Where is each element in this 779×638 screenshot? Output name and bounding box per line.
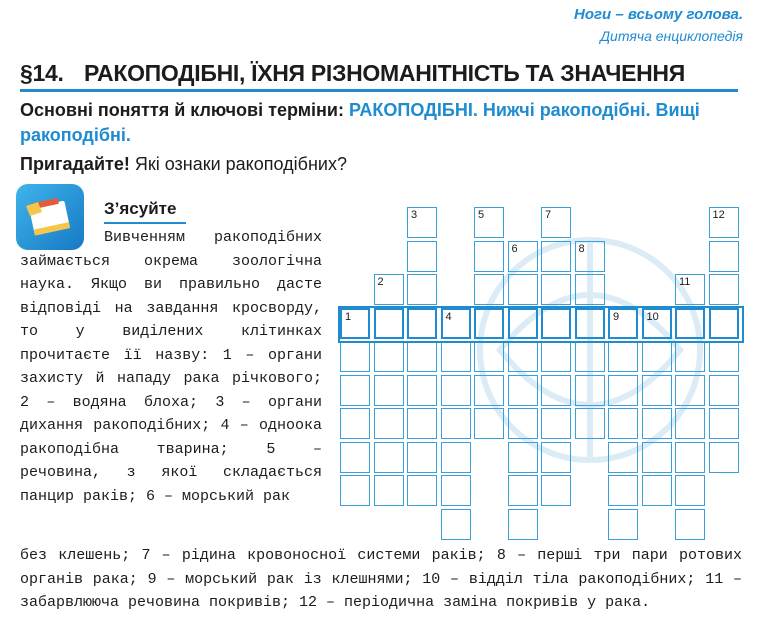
crossword-cell[interactable]: [642, 375, 672, 406]
crossword-clue-number: 3: [411, 209, 418, 221]
crossword-cell[interactable]: [541, 341, 571, 372]
crossword-cell[interactable]: [541, 241, 571, 272]
crossword-clue-number: 11: [679, 276, 691, 288]
crossword-cell[interactable]: [508, 475, 538, 506]
crossword-cell[interactable]: [407, 408, 437, 439]
clarify-underline: [104, 222, 186, 224]
section-heading: [20, 58, 738, 92]
crossword-cell[interactable]: [575, 241, 605, 272]
crossword-cell[interactable]: [709, 442, 739, 473]
crossword-cell[interactable]: [575, 341, 605, 372]
crossword-cell[interactable]: [608, 341, 638, 372]
crossword-cell[interactable]: [474, 408, 504, 439]
crossword-cell[interactable]: [642, 341, 672, 372]
crossword-cell[interactable]: [407, 241, 437, 272]
crossword-cell[interactable]: [374, 475, 404, 506]
crossword-cell[interactable]: [541, 475, 571, 506]
crossword-clue-number: 9: [613, 310, 620, 323]
recall-question: Які ознаки ракоподібних?: [134, 154, 347, 174]
crossword-cell[interactable]: [508, 509, 538, 540]
crossword-cell[interactable]: [675, 408, 705, 439]
crossword-cell[interactable]: [675, 375, 705, 406]
crossword-clue-number: 12: [712, 209, 725, 221]
crossword-cell[interactable]: [340, 375, 370, 406]
crossword-cell[interactable]: [441, 341, 471, 372]
crossword-cell[interactable]: [474, 241, 504, 272]
crossword-cell[interactable]: [474, 341, 504, 372]
crossword-cell[interactable]: [541, 408, 571, 439]
crossword-cell[interactable]: [541, 375, 571, 406]
crossword-cell[interactable]: [407, 341, 437, 372]
crossword-cell[interactable]: [407, 207, 437, 238]
crossword-cell[interactable]: [508, 241, 538, 272]
crossword-clue-number: 2: [377, 276, 384, 288]
crossword-cell[interactable]: [508, 408, 538, 439]
crossword-cell[interactable]: [541, 274, 571, 305]
crossword-cell[interactable]: [608, 375, 638, 406]
crossword-cell[interactable]: [508, 375, 538, 406]
crossword-cell[interactable]: [575, 375, 605, 406]
crossword-cell[interactable]: [608, 475, 638, 506]
epigraph-quote: Ноги – всьому голова.: [573, 6, 743, 23]
crossword-cell[interactable]: [541, 207, 571, 238]
crossword-cell[interactable]: [374, 274, 404, 305]
key-terms-values: РАКОПОДІБНІ. Нижчі ракоподібні. Вищі ракоподібні.: [20, 100, 700, 145]
crossword-cell[interactable]: [709, 207, 739, 238]
section-title: РАКОПОДІБНІ, ЇХНЯ РІЗНОМАНІТНІСТЬ ТА ЗНАЧЕННЯ: [84, 60, 685, 86]
crossword-cell[interactable]: [642, 408, 672, 439]
recall-prompt: [20, 154, 347, 175]
crossword-instructions: Вивченням ракоподібних займається окрема зоологічна наука. Якщо ви правильно дасте відповіді на завдання кросворду, то у виділених клітинках прочитаєте її назву: 1 – органи захисту й нападу рака річкового; 2 – водяна блоха; 3 – органи дихання ракоподібних; 4 – одноока ракоподібна тварина; 5 – речовина, з якої складається панцир раків; 6 – морський рак: [20, 229, 322, 505]
crossword-cell[interactable]: [608, 509, 638, 540]
crossword-cell[interactable]: [407, 475, 437, 506]
crossword-cell[interactable]: [474, 375, 504, 406]
crossword-clue-number: 8: [578, 242, 585, 255]
crossword-cell[interactable]: [441, 442, 471, 473]
crossword-cell[interactable]: [441, 475, 471, 506]
crossword-cell[interactable]: [474, 274, 504, 305]
crossword-cell[interactable]: [441, 509, 471, 540]
section-number: §14.: [20, 60, 64, 86]
title-underline: [20, 89, 738, 92]
crossword-cell[interactable]: [541, 442, 571, 473]
key-terms-label: Основні поняття й ключові терміни:: [20, 100, 344, 120]
crossword-cell[interactable]: [675, 274, 705, 305]
crossword-cell[interactable]: [374, 408, 404, 439]
crossword-cell[interactable]: [508, 341, 538, 372]
crossword-cell[interactable]: [709, 341, 739, 372]
key-terms: [20, 98, 742, 148]
crossword-cell[interactable]: [407, 375, 437, 406]
crossword-cell[interactable]: [407, 274, 437, 305]
crossword-cell[interactable]: [675, 442, 705, 473]
crossword-cell[interactable]: [441, 375, 471, 406]
crossword-clues-continued: без клешень; 7 – рідина кровоносної системи раків; 8 – перші три пари ротових органів рака; 9 – морський рак із клешнями; 10 – відділ тіла ракоподібних; 11 – забарвлююча речовина покривів; 12 – періодична заміна покривів у рака.: [20, 547, 742, 611]
crossword-clue-number: 6: [511, 242, 518, 255]
crossword-cell[interactable]: [642, 442, 672, 473]
crossword-cell[interactable]: [374, 442, 404, 473]
crossword-cell[interactable]: [340, 341, 370, 372]
crossword-cell[interactable]: [441, 408, 471, 439]
crossword-cell[interactable]: [608, 408, 638, 439]
crossword-cell[interactable]: [608, 442, 638, 473]
crossword-cell[interactable]: [675, 475, 705, 506]
crossword-cell[interactable]: [374, 341, 404, 372]
crossword-clue-number: 5: [478, 209, 485, 221]
crossword-clue-number: 1: [345, 310, 352, 323]
crossword-cell[interactable]: [340, 442, 370, 473]
crossword-cell[interactable]: [474, 207, 504, 238]
crossword-cell[interactable]: [642, 475, 672, 506]
crossword-cell[interactable]: [709, 375, 739, 406]
crossword-cell[interactable]: [508, 274, 538, 305]
crossword-cell[interactable]: [709, 408, 739, 439]
crossword-cell[interactable]: [709, 241, 739, 272]
epigraph-source: Дитяча енциклопедія: [600, 28, 743, 44]
crossword-cell[interactable]: [407, 442, 437, 473]
crossword-cell[interactable]: [374, 375, 404, 406]
crossword-clue-number: 7: [545, 209, 552, 221]
crossword-cell[interactable]: [340, 408, 370, 439]
recall-label: Пригадайте!: [20, 154, 130, 174]
crossword-cell[interactable]: [340, 475, 370, 506]
crossword-cell[interactable]: [675, 341, 705, 372]
crossword-cell[interactable]: [575, 408, 605, 439]
crossword-clue-number: 10: [646, 310, 659, 323]
crossword-cell[interactable]: [709, 274, 739, 305]
highlighted-answer-row: [338, 306, 744, 344]
crossword-clue-number: 4: [445, 310, 452, 323]
crossword-cell[interactable]: [575, 274, 605, 305]
crossword-cell[interactable]: [675, 509, 705, 540]
crossword-cell[interactable]: [508, 442, 538, 473]
clarify-heading: З’ясуйте: [104, 199, 177, 218]
